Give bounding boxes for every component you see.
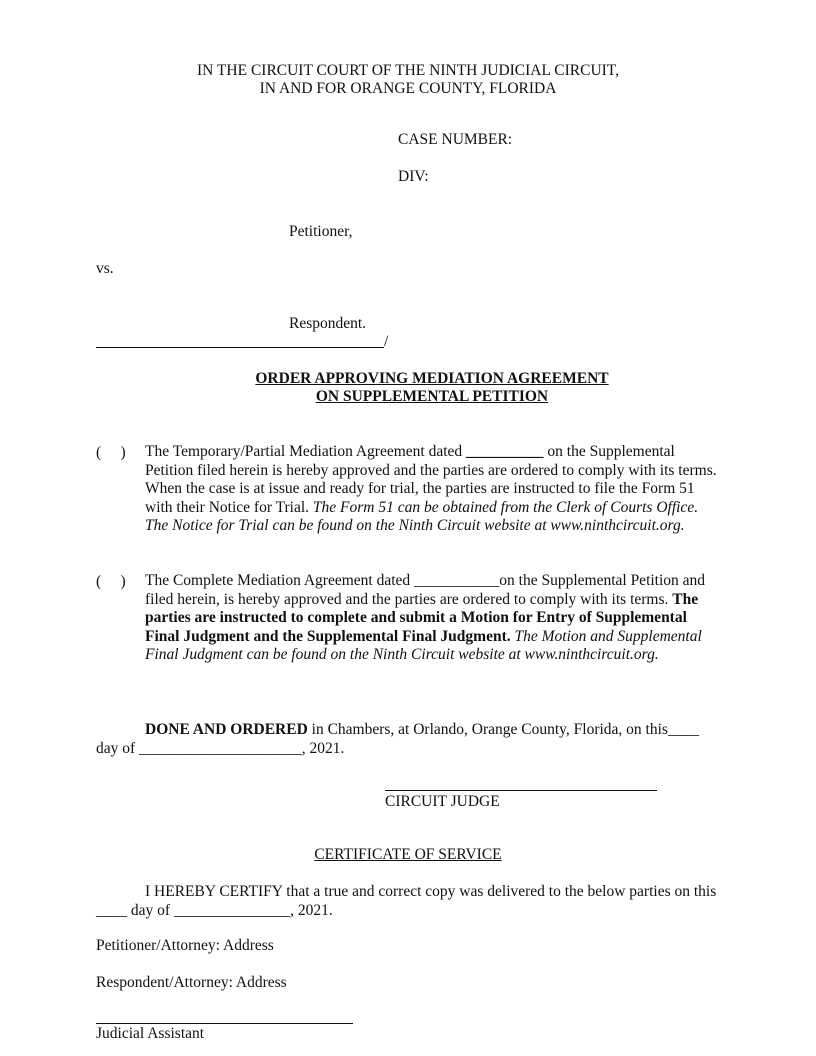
option2-text-a: The Complete Mediation Agreement dated ___________on the Supplemental Petition and filed herein, is hereby approved and the parties are ordered to comply with its terms. — [145, 572, 706, 608]
option1-text-b: on the Supplemental Petition filed herein is hereby approved and the parties are ordered to comply with its terms. When the case is at issue and ready for trial, the parties are instructed to file the Form 51 with their Notice for Trial. — [145, 443, 717, 516]
certificate-paragraph: I HEREBY CERTIFY that a true and correct copy was delivered to the below parties on this ____ day of _______________, 2021. — [96, 883, 717, 919]
case-number-label: CASE NUMBER: — [398, 131, 513, 148]
certificate-title-text: CERTIFICATE OF SERVICE — [314, 846, 502, 863]
option1-date-blank: __________ — [466, 443, 544, 460]
judicial-assistant-label: Judicial Assistant — [96, 1025, 205, 1042]
done-ordered-paragraph — [96, 720, 721, 758]
order-title-line-2: ON SUPPLEMENTAL PETITION — [315, 388, 549, 405]
petitioner-address-line: Petitioner/Attorney: Address — [96, 937, 274, 954]
option1-text-a: The Temporary/Partial Mediation Agreement dated — [145, 443, 467, 460]
respondent-label: Respondent. — [289, 315, 367, 332]
versus-label: vs. — [96, 260, 114, 277]
petitioner-label: Petitioner, — [289, 223, 353, 240]
circuit-judge-label: CIRCUIT JUDGE — [385, 793, 500, 810]
caption-end-slash: / — [384, 333, 389, 350]
assistant-signature-line — [96, 1023, 353, 1024]
option1-italic-note: The Form 51 can be obtained from the Clerk of Courts Office. The Notice for Trial can be found on the Ninth Circuit website at www.ninthcircuit.org. — [145, 498, 699, 534]
judge-signature-line — [385, 790, 657, 791]
division-label: DIV: — [398, 168, 429, 185]
court-header-line-2: IN AND FOR ORANGE COUNTY, FLORIDA — [259, 80, 557, 97]
option2-paragraph — [145, 572, 725, 665]
option2-checkbox[interactable]: ( ) — [96, 573, 126, 590]
court-header-line-1: IN THE CIRCUIT COURT OF THE NINTH JUDICIAL CIRCUIT, — [196, 62, 619, 79]
option2-italic-note: The Motion and Supplemental Final Judgment can be found on the Ninth Circuit website at www.ninthcircuit.org. — [145, 627, 702, 663]
option1-checkbox[interactable]: ( ) — [96, 444, 126, 461]
option1-paragraph — [145, 443, 725, 536]
caption-underline — [96, 347, 384, 348]
option2-bold-instruction: The parties are instructed to complete and submit a Motion for Entry of Supplemental Final Judgment and the Supplemental Final Judgment. — [145, 590, 699, 645]
order-title-line-1: ORDER APPROVING MEDIATION AGREEMENT — [255, 370, 609, 387]
done-ordered-bold: DONE AND ORDERED — [145, 721, 308, 738]
certificate-title — [0, 846, 816, 864]
respondent-address-line: Respondent/Attorney: Address — [96, 974, 287, 991]
done-ordered-text: in Chambers, at Orlando, Orange County, Florida, on this____ day of _____________________, 2021. — [96, 721, 699, 757]
